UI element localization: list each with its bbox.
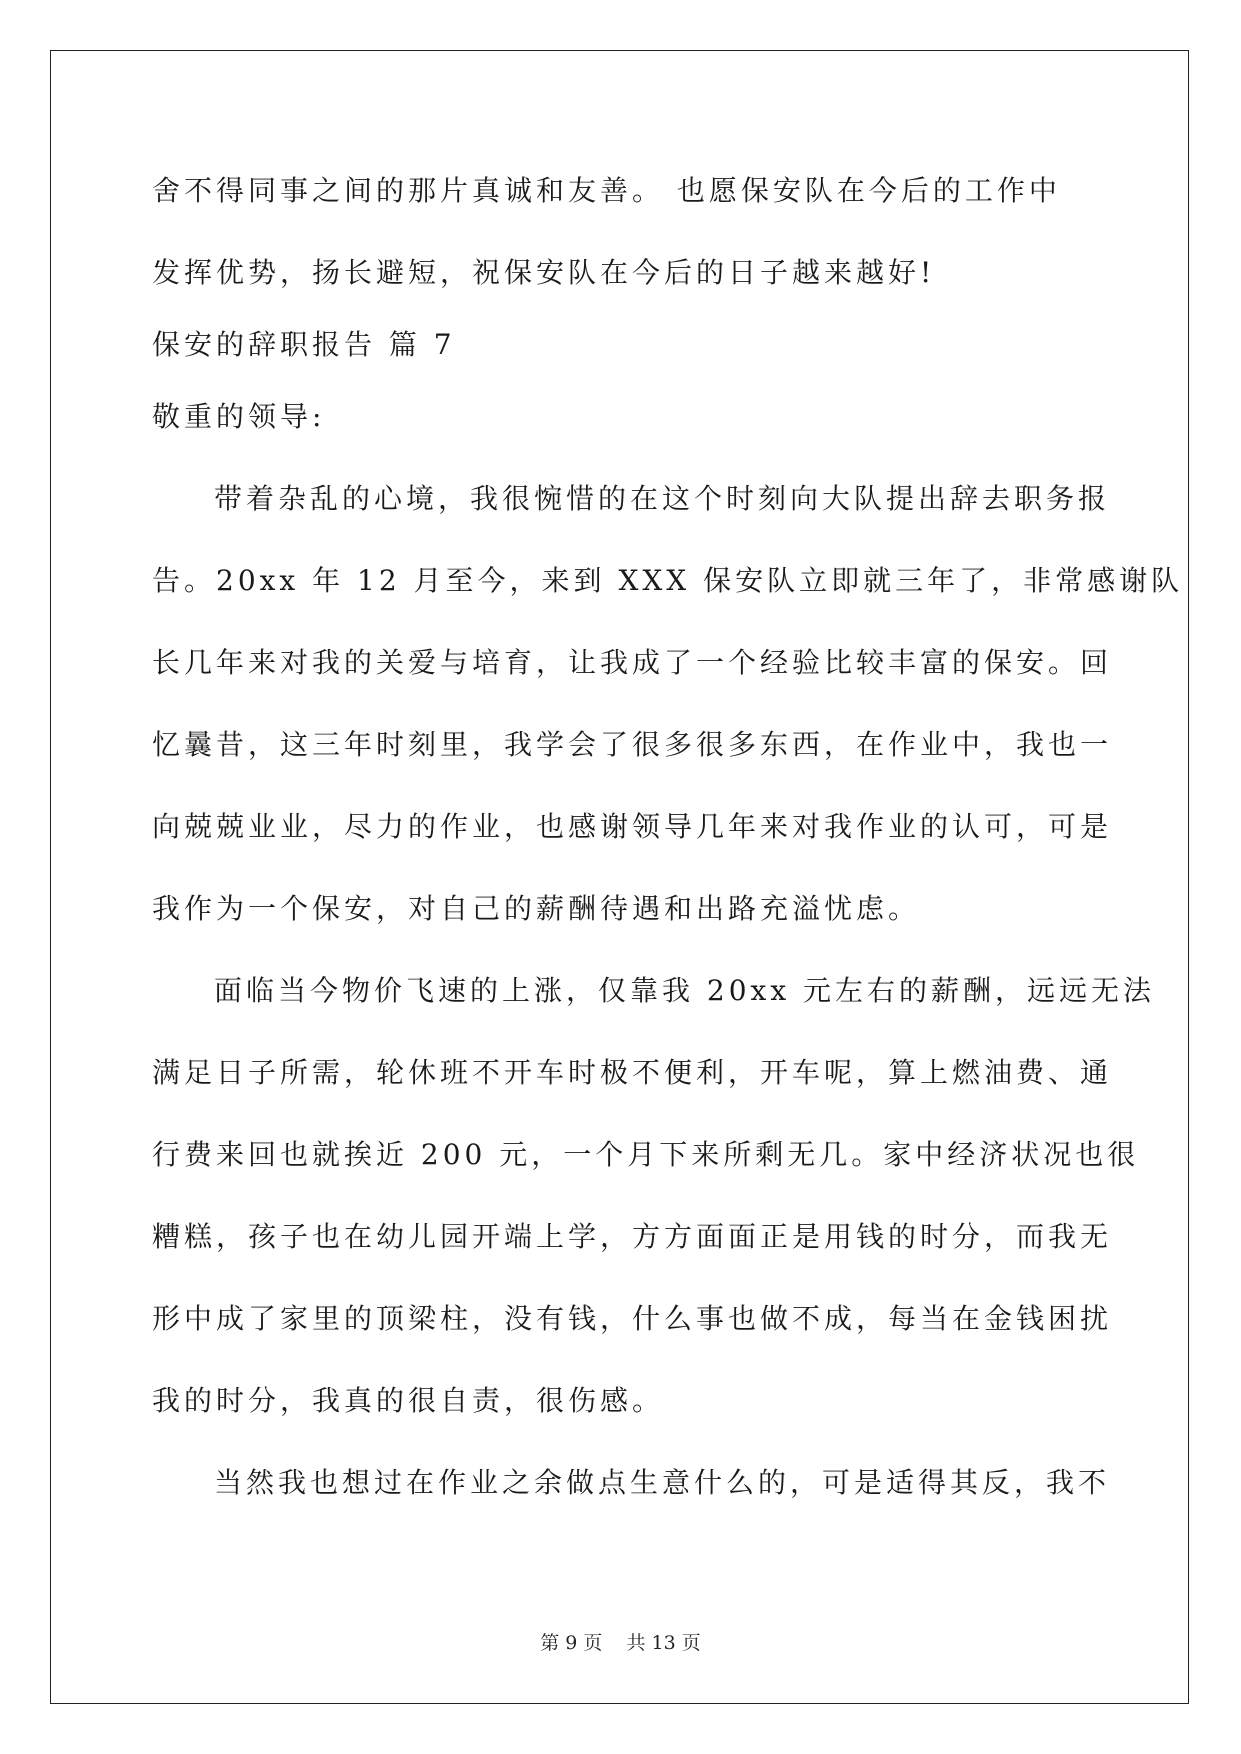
text-line: 向兢兢业业，尽力的作业，也感谢领导几年来对我作业的认可，可是 [152, 810, 1113, 843]
salutation: 敬重的领导: [152, 400, 326, 433]
text-line: 忆曩昔，这三年时刻里，我学会了很多很多东西，在作业中，我也一 [152, 728, 1113, 761]
text-line: 糟糕，孩子也在幼儿园开端上学，方方面面正是用钱的时分，而我无 [152, 1220, 1113, 1253]
text-line: 我的时分，我真的很自责，很伤感。 [152, 1384, 665, 1417]
text-line: 满足日子所需，轮休班不开车时极不便利，开车呢，算上燃油费、通 [152, 1056, 1113, 1089]
page-footer [0, 1628, 1241, 1655]
text-line: 舍不得同事之间的那片真诚和友善。 也愿保安队在今后的工作中 [152, 174, 1061, 207]
text-line: 面临当今物价飞速的上涨，仅靠我 20xx 元左右的薪酬，远远无法 [214, 974, 1156, 1007]
text-line: 我作为一个保安，对自己的薪酬待遇和出路充溢忧虑。 [152, 892, 921, 925]
text-line: 形中成了家里的顶梁柱，没有钱，什么事也做不成，每当在金钱困扰 [152, 1302, 1113, 1335]
text-line: 行费来回也就挨近 200 元，一个月下来所剩无几。家中经济状况也很 [152, 1138, 1140, 1171]
text-line: 发挥优势，扬长避短，祝保安队在今后的日子越来越好! [152, 256, 936, 289]
text-line: 长几年来对我的关爱与培育，让我成了一个经验比较丰富的保安。回 [152, 646, 1113, 679]
page-number: 第 9 页 [540, 1632, 603, 1654]
section-heading: 保安的辞职报告 篇 7 [152, 328, 456, 361]
page-total: 共 13 页 [626, 1632, 701, 1654]
document-body [152, 162, 1184, 1536]
text-line: 告。20xx 年 12 月至今，来到 XXX 保安队立即就三年了，非常感谢队 [152, 564, 1184, 597]
text-line: 当然我也想过在作业之余做点生意什么的，可是适得其反，我不 [214, 1466, 1111, 1499]
text-line: 带着杂乱的心境，我很惋惜的在这个时刻向大队提出辞去职务报 [214, 482, 1111, 515]
